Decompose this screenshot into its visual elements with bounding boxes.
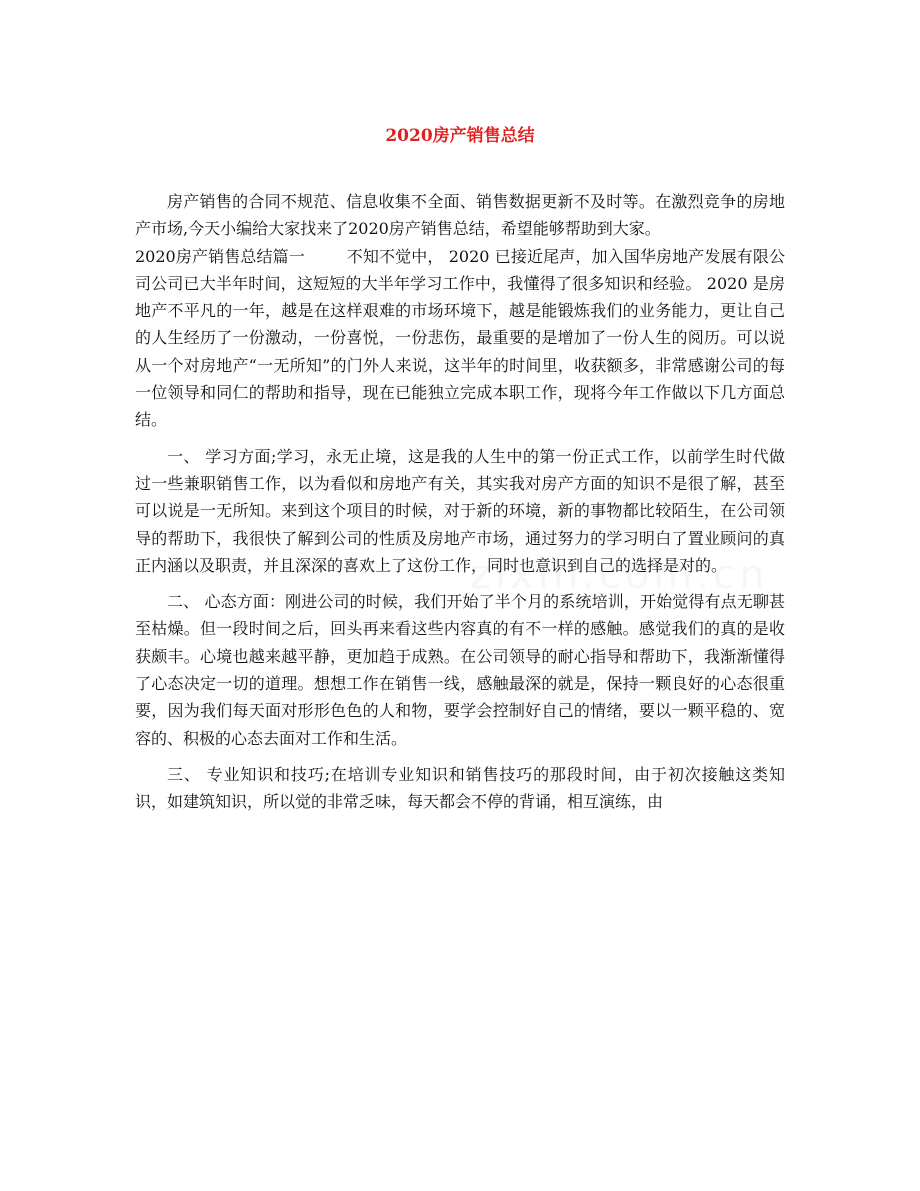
part1-heading: 2020房产销售总结篇一 xyxy=(135,246,305,266)
document-body xyxy=(135,188,785,816)
paragraph-part1 xyxy=(135,243,785,434)
paragraph-section-1: 一、 学习方面;学习，永无止境，这是我的人生中的第一份正式工作，以前学生时代做过一些兼职销售工作，以为看似和房地产有关，其实我对房产方面的知识不是很了解，甚至可以说是一无所知。来到这个项目的时候，对于新的环境，新的事物都比较陌生，在公司领导的帮助下，我很快了解到公司的性质及房地产市场，通过努力的学习明白了置业顾问的真正内涵以及职责，并且深深的喜欢上了这份工作，同时也意识到自己的选择是对的。 xyxy=(135,446,785,575)
paragraph-intro: 房产销售的合同不规范、信息收集不全面、销售数据更新不及时等。在激烈竞争的房地产市场,今天小编给大家找来了2020房产销售总结，希望能够帮助到大家。 xyxy=(135,192,785,239)
part1-text: 不知不觉中， 2020 已接近尾声，加入国华房地产发展有限公司公司已大半年时间，这短短的大半年学习工作中，我懂得了很多知识和经验。 2020 是房地产不平凡的一年，越是在这样艰难的市场环境下，越是能锻炼我们的业务能力，更让自己的人生经历了一份激动，一份喜悦，一份悲伤，最重要的是增加了一份人生的阅历。可以说从一个对房地产“一无所知”的门外人来说，这半年的时间里，收获额多，非常感谢公司的每一位领导和同仁的帮助和指导，现在已能独立完成本职工作，现将今年工作做以下几方面总结。 xyxy=(135,246,785,430)
document-title: 2020房产销售总结 xyxy=(385,126,535,146)
paragraph-section-2: 二、 心态方面：刚进公司的时候，我们开始了半个月的系统培训，开始觉得有点无聊甚至枯燥。但一段时间之后，回头再来看这些内容真的有不一样的感触。感觉我们的真的是收获颇丰。心境也越来越平静，更加趋于成熟。在公司领导的耐心指导和帮助下，我渐渐懂得了心态决定一切的道理。想想工作在销售一线，感触最深的就是，保持一颗良好的心态很重要，因为我们每天面对形形色色的人和物，要学会控制好自己的情绪，要以一颗平稳的、宽容的、积极的心态去面对工作和生活。 xyxy=(135,592,785,748)
paragraph-section-3: 三、 专业知识和技巧;在培训专业知识和销售技巧的那段时间，由于初次接触这类知识，如建筑知识，所以觉的非常乏味，每天都会不停的背诵，相互演练，由 xyxy=(135,764,785,812)
